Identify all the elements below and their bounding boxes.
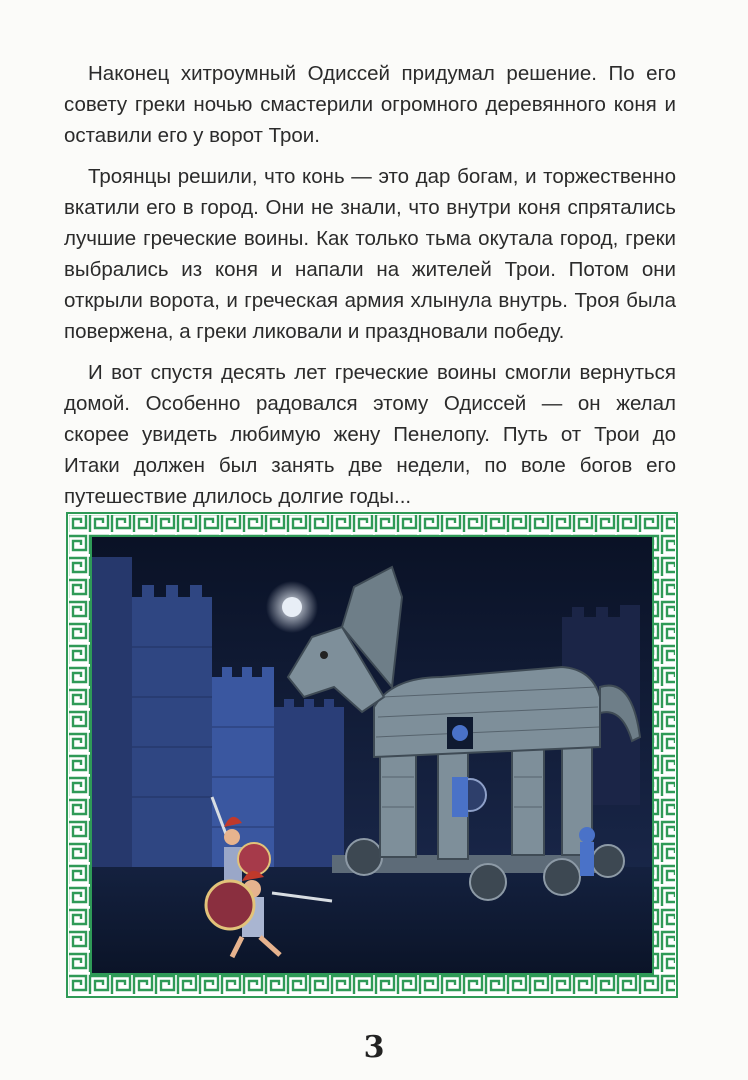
paragraph-3: И вот спустя десять лет греческие воины смогли вернуться домой. Особенно радовался этому Одиссей — он желал скорее увидеть любимую жену Пенелопу. Путь от Трои до Итаки должен был занять две недели, по воле богов его путешествие длилось долгие годы...: [64, 361, 676, 508]
wheel: [346, 839, 382, 875]
wheel: [470, 864, 506, 900]
story-text: [64, 58, 676, 522]
wheel: [592, 845, 624, 877]
moon: [282, 597, 302, 617]
paragraph-1: Наконец хитроумный Одиссей придумал решение. По его совету греки ночью смастерили огромного деревянного коня и оставили его у ворот Трои.: [64, 62, 676, 147]
illustration-frame: [66, 512, 678, 998]
paragraph-2: Троянцы решили, что конь — это дар богам, и торжественно вкатили его в город. Они не знали, что внутри коня спрятались лучшие греческие воины. Как только тьма окутала город, греки выбрались из коня и напали на жителей Трои. Потом они открыли ворота, и греческая армия хлынула внутрь. Троя была повержена, а греки ликовали и праздновали победу.: [64, 165, 676, 343]
page-number: 3: [363, 1030, 385, 1065]
tower-middle: [132, 585, 212, 907]
trojan-horse-illustration: [92, 537, 652, 973]
tower-left: [92, 557, 132, 917]
wheel: [544, 859, 580, 895]
